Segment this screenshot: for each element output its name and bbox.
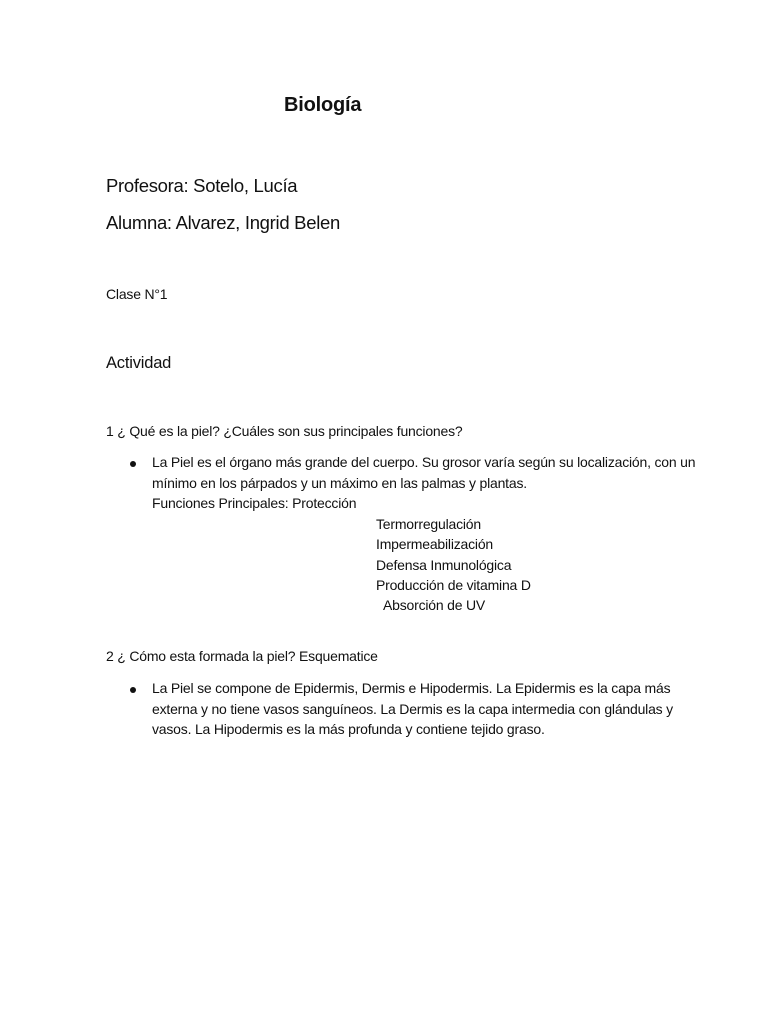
- answer-2-line-3: vasos. La Hipodermis es la más profunda y contiene tejido graso.: [152, 721, 545, 737]
- functions-label: Funciones Principales: Protección: [152, 495, 357, 511]
- question-2: 2 ¿ Cómo esta formada la piel? Esquematice: [106, 648, 378, 664]
- section-title: Actividad: [106, 354, 172, 372]
- function-item: Absorción de UV: [383, 597, 486, 613]
- function-item: Impermeabilización: [376, 536, 494, 552]
- function-item: Defensa Inmunológica: [376, 557, 512, 573]
- answer-1-line-2: mínimo en los párpados y un máximo en las palmas y plantas.: [152, 475, 527, 491]
- function-item: Termorregulación: [376, 516, 481, 532]
- question-1: 1 ¿ Qué es la piel? ¿Cuáles son sus principales funciones?: [106, 423, 463, 439]
- teacher-name: Profesora: Sotelo, Lucía: [106, 175, 298, 196]
- answer-1-line-1: La Piel es el órgano más grande del cuerpo. Su grosor varía según su localización, con un: [152, 454, 696, 470]
- document-title: Biología: [284, 94, 362, 116]
- function-item: Producción de vitamina D: [376, 577, 531, 593]
- answer-2-line-2: externa y no tiene vasos sanguíneos. La Dermis es la capa intermedia con glándulas y: [152, 701, 673, 717]
- bullet-icon: [130, 687, 136, 693]
- bullet-icon: [130, 461, 136, 467]
- student-name: Alumna: Alvarez, Ingrid Belen: [106, 212, 340, 233]
- answer-2-line-1: La Piel se compone de Epidermis, Dermis e Hipodermis. La Epidermis es la capa más: [152, 680, 671, 696]
- class-label: Clase N°1: [106, 286, 168, 302]
